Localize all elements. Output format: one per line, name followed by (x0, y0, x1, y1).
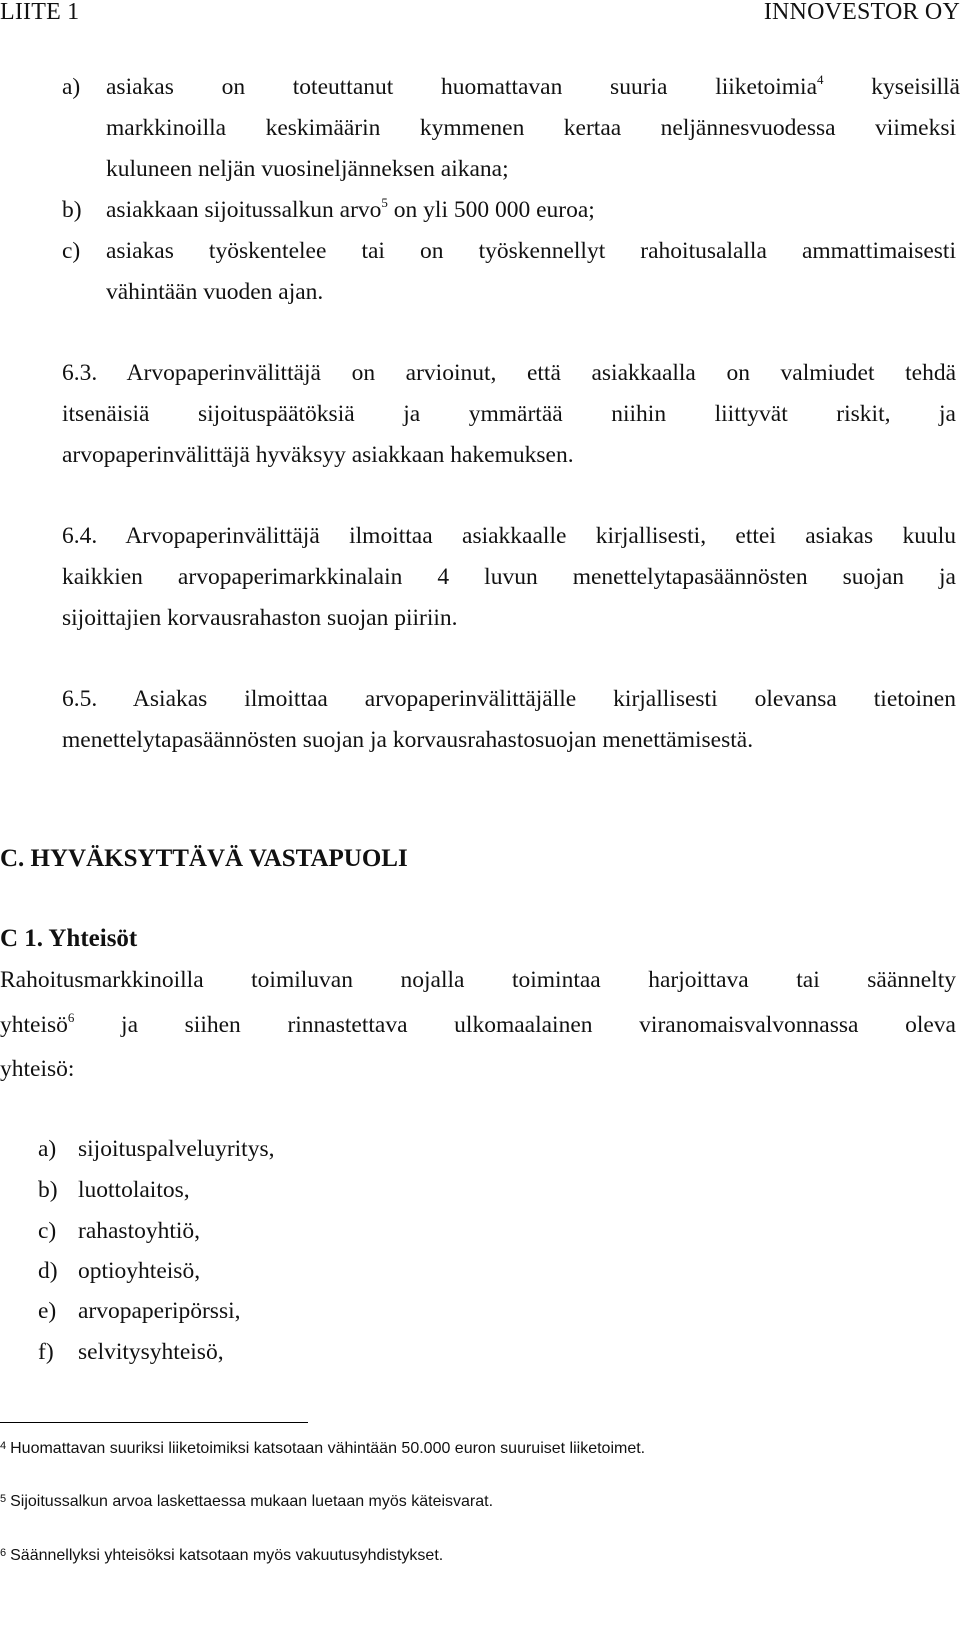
footnote-ref-5[interactable]: 5 (381, 195, 388, 211)
footnote-separator (0, 1422, 308, 1423)
section-title: C. HYVÄKSYTTÄVÄ VASTAPUOLI (0, 845, 408, 872)
footnote-4: $^4$ Huomattavan suuriksi liiketoimiksi katsotaan vähintään 50.000 euron suuruiset liiketoimet. (0, 1440, 646, 1457)
criterion-a-line-2: markkinoilla keskimäärin kymmenen kertaa neljännesvuodessa viimeksi (106, 115, 956, 141)
criterion-a-line-3: kuluneen neljän vuosineljänneksen aikana; (106, 156, 509, 182)
list-item-b: luottolaitos, (78, 1177, 190, 1203)
section-intro-line-1: Rahoitusmarkkinoilla toimiluvan nojalla toimintaa harjoittava tai säännelty (0, 967, 956, 993)
footnote-ref-6[interactable]: 6 (67, 1010, 75, 1026)
list-item-d-label: d) (38, 1258, 58, 1284)
header-right: INNOVESTOR OY (763, 0, 960, 25)
list-item-d: optioyhteisö, (78, 1258, 201, 1284)
list-item-f-label: f) (38, 1339, 54, 1365)
paragraph-6-4-line-1: 6.4. Arvopaperinvälittäjä ilmoittaa asiakkaalle kirjallisesti, ettei asiakas kuulu (62, 523, 956, 549)
section-subtitle: C 1. Yhteisöt (0, 925, 138, 952)
footnote-6: $^6$ Säännellyksi yhteisöksi katsotaan myös vakuutusyhdistykset. (0, 1547, 444, 1564)
list-item-e-label: e) (38, 1298, 57, 1324)
footnote-5: $^5$ Sijoitussalkun arvoa laskettaessa mukaan luetaan myös käteisvarat. (0, 1493, 494, 1510)
criterion-c-line-1: asiakas työskentelee tai on työskennellyt rahoitusalalla ammattimaisesti (106, 238, 956, 264)
section-intro-line-2: yhteisö$^6$ ja siihen rinnastettava ulkomaalainen viranomaisvalvonnassa oleva (0, 1010, 956, 1038)
list-item-a: sijoituspalveluyritys, (78, 1136, 275, 1162)
list-item-e: arvopaperipörssi, (78, 1298, 241, 1324)
list-item-b-label: b) (38, 1177, 58, 1203)
paragraph-6-3-line-2: itsenäisiä sijoituspäätöksiä ja ymmärtää niihin liittyvät riskit, ja (62, 401, 956, 427)
criterion-c-line-2: vähintään vuoden ajan. (106, 279, 324, 305)
paragraph-6-5-line-1: 6.5. Asiakas ilmoittaa arvopaperinvälittäjälle kirjallisesti olevansa tietoinen (62, 686, 956, 712)
paragraph-6-4-line-3: sijoittajien korvausrahaston suojan piiriin. (62, 605, 458, 631)
list-item-c: rahastoyhtiö, (78, 1218, 201, 1244)
section-intro-line-3: yhteisö: (0, 1056, 75, 1082)
list-item-f: selvitysyhteisö, (78, 1339, 224, 1365)
criterion-b-line: asiakkaan sijoitussalkun arvo$^5$ on yli 500 000 euroa; (106, 195, 595, 223)
paragraph-6-4-line-2: kaikkien arvopaperimarkkinalain 4 luvun menettelytapasäännösten suojan ja (62, 564, 956, 590)
paragraph-6-3-line-1: 6.3. Arvopaperinvälittäjä on arvioinut, että asiakkaalla on valmiudet tehdä (62, 360, 956, 386)
criterion-c-label: c) (62, 238, 81, 264)
paragraph-6-5-line-2: menettelytapasäännösten suojan ja korvausrahastosuojan menettämisestä. (62, 727, 754, 753)
list-item-c-label: c) (38, 1218, 57, 1244)
criterion-a-label: a) (62, 74, 81, 100)
criterion-a-line-1: asiakas on toteuttanut huomattavan suuria liiketoimia$^4$ kyseisillä (106, 72, 960, 100)
criterion-b-label: b) (62, 197, 82, 223)
list-item-a-label: a) (38, 1136, 57, 1162)
paragraph-6-3-line-3: arvopaperinvälittäjä hyväksyy asiakkaan hakemuksen. (62, 442, 574, 468)
footnote-ref-4[interactable]: 4 (817, 72, 824, 88)
header-left: LIITE 1 (0, 0, 80, 25)
